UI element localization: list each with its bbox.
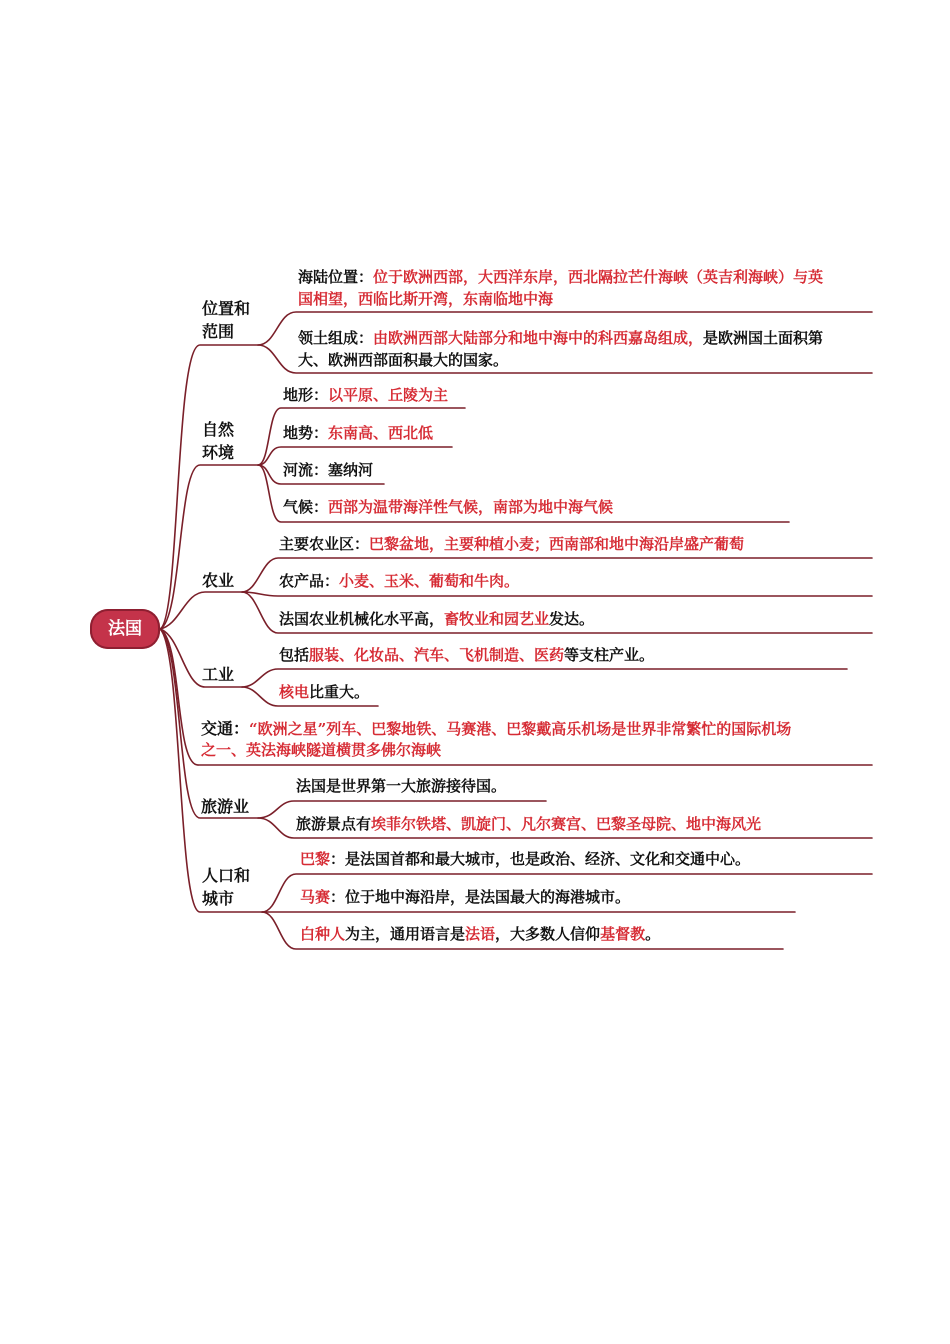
leaf-highlight: 位于欧洲西部，大西洋东岸，西北隔拉芒什海峡（英吉利海峡）与英	[373, 268, 824, 286]
leaf-highlight: 国相望，西临比斯开湾，东南临地中海	[298, 290, 554, 308]
leaf-agri-1	[279, 533, 744, 556]
leaf-text: ：位于地中海沿岸，是法国最大的海港城市。	[330, 888, 631, 906]
leaf-text: 农产品：	[279, 572, 340, 590]
leaf-location-1-line2	[298, 288, 553, 311]
leaf-nature-4	[283, 496, 613, 519]
branch-label-line2: 城市	[202, 889, 235, 908]
branch-label-line1: 旅游业	[201, 797, 250, 816]
leaf-text: 主要农业区：	[279, 535, 370, 553]
leaf-highlight: 小麦、玉米、葡萄和牛肉。	[339, 572, 520, 590]
leaf-agri-2	[279, 570, 519, 593]
link-root-transport	[160, 629, 198, 765]
leaf-tour-2	[296, 813, 761, 836]
leaf-text: 旅游景点有	[296, 815, 372, 833]
leaf-text: 大、欧洲西部面积最大的国家。	[298, 351, 509, 369]
leaf-nature-3	[283, 459, 373, 482]
leaf-highlight: 以平原、丘陵为主	[328, 386, 449, 404]
branch-location	[202, 297, 250, 343]
leaf-text: 。	[645, 925, 661, 943]
leaf-highlight: 法语	[465, 925, 496, 943]
leaf-text: 比重大。	[309, 683, 370, 701]
leaf-text: ，大多数人信仰	[495, 925, 601, 943]
leaf-ind-2	[279, 681, 369, 704]
branch-transport-label: 交通：	[201, 719, 250, 738]
leaf-highlight: “欧洲之星”列车、巴黎地铁、马赛港、巴黎戴高乐机场是世界非常繁忙的国际机场	[249, 720, 792, 738]
leaf-pop-1	[300, 848, 750, 871]
leaf-highlight: 基督教	[600, 925, 646, 943]
leaf-nature-2	[283, 422, 433, 445]
branch-label-line1: 农业	[202, 571, 235, 590]
leaf-text: 地形：	[283, 386, 329, 404]
leaf-highlight: 巴黎	[300, 850, 331, 868]
leaf-transport-line1	[201, 717, 791, 741]
leaf-pop-3	[300, 923, 660, 946]
leaf-text: 海陆位置：	[298, 268, 374, 286]
leaf-text: 等支柱产业。	[564, 646, 655, 664]
branch-label-line1: 工业	[202, 665, 235, 684]
branch-population	[202, 864, 250, 910]
leaf-text: 河流：塞纳河	[283, 461, 374, 479]
branch-label-line2: 环境	[202, 443, 235, 462]
leaf-highlight: 巴黎盆地，主要种植小麦；西南部和地中海沿岸盛产葡萄	[369, 535, 745, 553]
branch-label-line1: 自然	[202, 420, 235, 439]
leaf-highlight: 由欧洲西部大陆部分和地中海中的科西嘉岛组成，	[373, 329, 704, 347]
leaf-highlight: 白种人	[300, 925, 346, 943]
leaf-text: 地势：	[283, 424, 329, 442]
leaf-text: 气候：	[283, 498, 329, 516]
branch-tourism	[201, 795, 249, 818]
leaf-tour-1	[296, 775, 506, 798]
branch-industry	[202, 663, 234, 686]
leaf-highlight: 服装、化妆品、汽车、飞机制造、医药	[309, 646, 565, 664]
leaf-text: 发达。	[549, 610, 595, 628]
leaf-agri-3	[279, 608, 594, 631]
root-node	[90, 609, 160, 649]
leaf-highlight: 之一、英法海峡隧道横贯多佛尔海峡	[201, 741, 442, 759]
branch-label-line1: 人口和	[202, 866, 251, 885]
leaf-highlight: 东南高、西北低	[328, 424, 434, 442]
branch-agriculture	[202, 569, 234, 592]
leaf-text: 为主，通用语言是	[345, 925, 466, 943]
leaf-ind-1	[279, 644, 654, 667]
branch-nature	[202, 418, 234, 464]
leaf-highlight: 马赛	[300, 888, 331, 906]
leaf-location-2-line1	[298, 327, 823, 350]
leaf-highlight: 西部为温带海洋性气候，南部为地中海气候	[328, 498, 614, 516]
leaf-location-1-line1	[298, 266, 823, 289]
branch-label-line2: 范围	[202, 322, 235, 341]
leaf-text: 领土组成：	[298, 329, 374, 347]
leaf-text: 法国是世界第一大旅游接待国。	[296, 777, 507, 795]
branch-label-line1: 位置和	[202, 299, 251, 318]
leaf-highlight: 畜牧业和园艺业	[444, 610, 550, 628]
leaf-nature-1	[283, 384, 448, 407]
leaf-pop-2	[300, 886, 630, 909]
leaf-highlight: 埃菲尔铁塔、凯旋门、凡尔赛宫、巴黎圣母院、地中海风光	[371, 815, 762, 833]
leaf-location-2-line2	[298, 349, 508, 372]
leaf-text: 包括	[279, 646, 310, 664]
leaf-highlight: 核电	[279, 683, 310, 701]
root-label: 法国	[108, 619, 142, 639]
leaf-text: ：是法国首都和最大城市，也是政治、经济、文化和交通中心。	[330, 850, 751, 868]
leaf-text: 是欧洲国土面积第	[703, 329, 824, 347]
leaf-transport-line2	[201, 739, 441, 762]
leaf-text: 法国农业机械化水平高，	[279, 610, 445, 628]
